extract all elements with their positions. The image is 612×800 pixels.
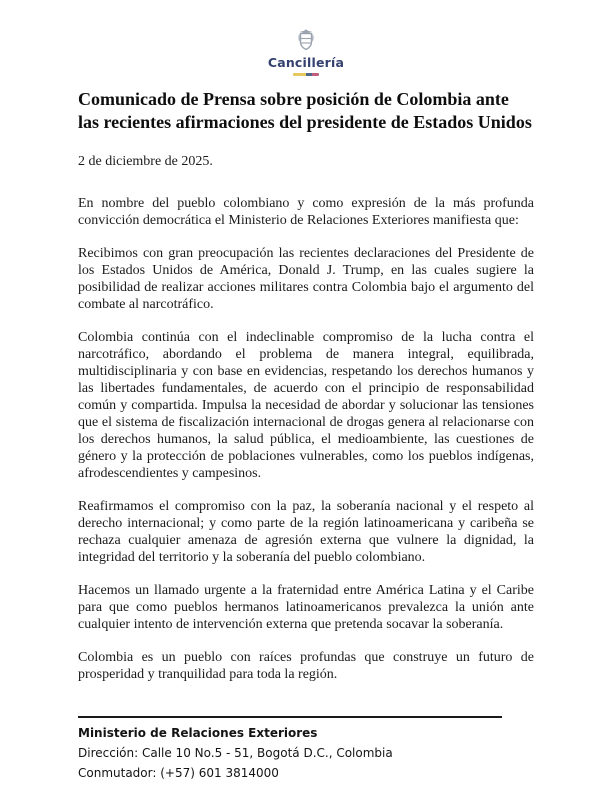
footer-phone: Conmutador: (+57) 601 3814000	[78, 766, 279, 780]
press-release-body	[78, 88, 534, 699]
paragraph-1: En nombre del pueblo colombiano y como expresión de la más profunda convicción democrática el Ministerio de Relaciones Exteriores manifiesta que:	[78, 196, 534, 228]
footer-ministry-name: Ministerio de Relaciones Exteriores	[78, 726, 318, 740]
document-date: 2 de diciembre de 2025.	[78, 154, 213, 169]
flag-red-segment	[312, 73, 319, 76]
colombia-coat-of-arms-icon	[296, 28, 316, 54]
cancilleria-logo	[0, 28, 612, 76]
paragraph-4: Reafirmamos el compromiso con la paz, la soberanía nacional y el respeto al derecho internacional; y como parte de la región latinoamericana y caribeña se rechaza cualquier amenaza de agresión externa que vulnere la dignidad, la integridad del territorio y la soberanía del pueblo colombiano.	[78, 499, 534, 565]
paragraph-3: Colombia continúa con el indeclinable compromiso de la lucha contra el narcotráfico, abordando el problema de manera integral, equilibrada, multidisciplinaria y con base en evidencias, respetando los derechos humanos y las libertades fundamentales, de acuerdo con el principio de responsabilidad común y compartida. Impulsa la necesidad de abordar y solucionar las tensiones que el sistema de fiscalización internacional de drogas genera al relacionarse con los derechos humanos, la salud pública, el medioambiente, las cuestiones de género y la protección de poblaciones vulnerables, como los pueblos indígenas, afrodescendientes y campesinos.	[78, 330, 534, 481]
footer-divider	[78, 716, 502, 718]
logo-wordmark: Cancillería	[267, 55, 345, 70]
paragraph-2: Recibimos con gran preocupación las recientes declaraciones del Presidente de los Estados Unidos de América, Donald J. Trump, en las cuales sugiere la posibilidad de realizar acciones militares contra Colombia bajo el argumento del combate al narcotráfico.	[78, 246, 534, 312]
colombia-flag-bar	[293, 73, 319, 76]
paragraph-5: Hacemos un llamado urgente a la fraternidad entre América Latina y el Caribe para que como pueblos hermanos latinoamericanos prevalezca la unión ante cualquier intento de intervención externa que pretenda socavar la soberanía.	[78, 583, 534, 632]
footer-address: Dirección: Calle 10 No.5 - 51, Bogotá D.C., Colombia	[78, 746, 393, 760]
flag-yellow-segment	[293, 73, 306, 76]
document-title: Comunicado de Prensa sobre posición de Colombia ante las recientes afirmaciones del presidente de Estados Unidos	[78, 89, 532, 132]
paragraph-6: Colombia es un pueblo con raíces profundas que construye un futuro de prosperidad y tranquilidad para toda la región.	[78, 650, 534, 682]
document-footer	[78, 716, 534, 783]
